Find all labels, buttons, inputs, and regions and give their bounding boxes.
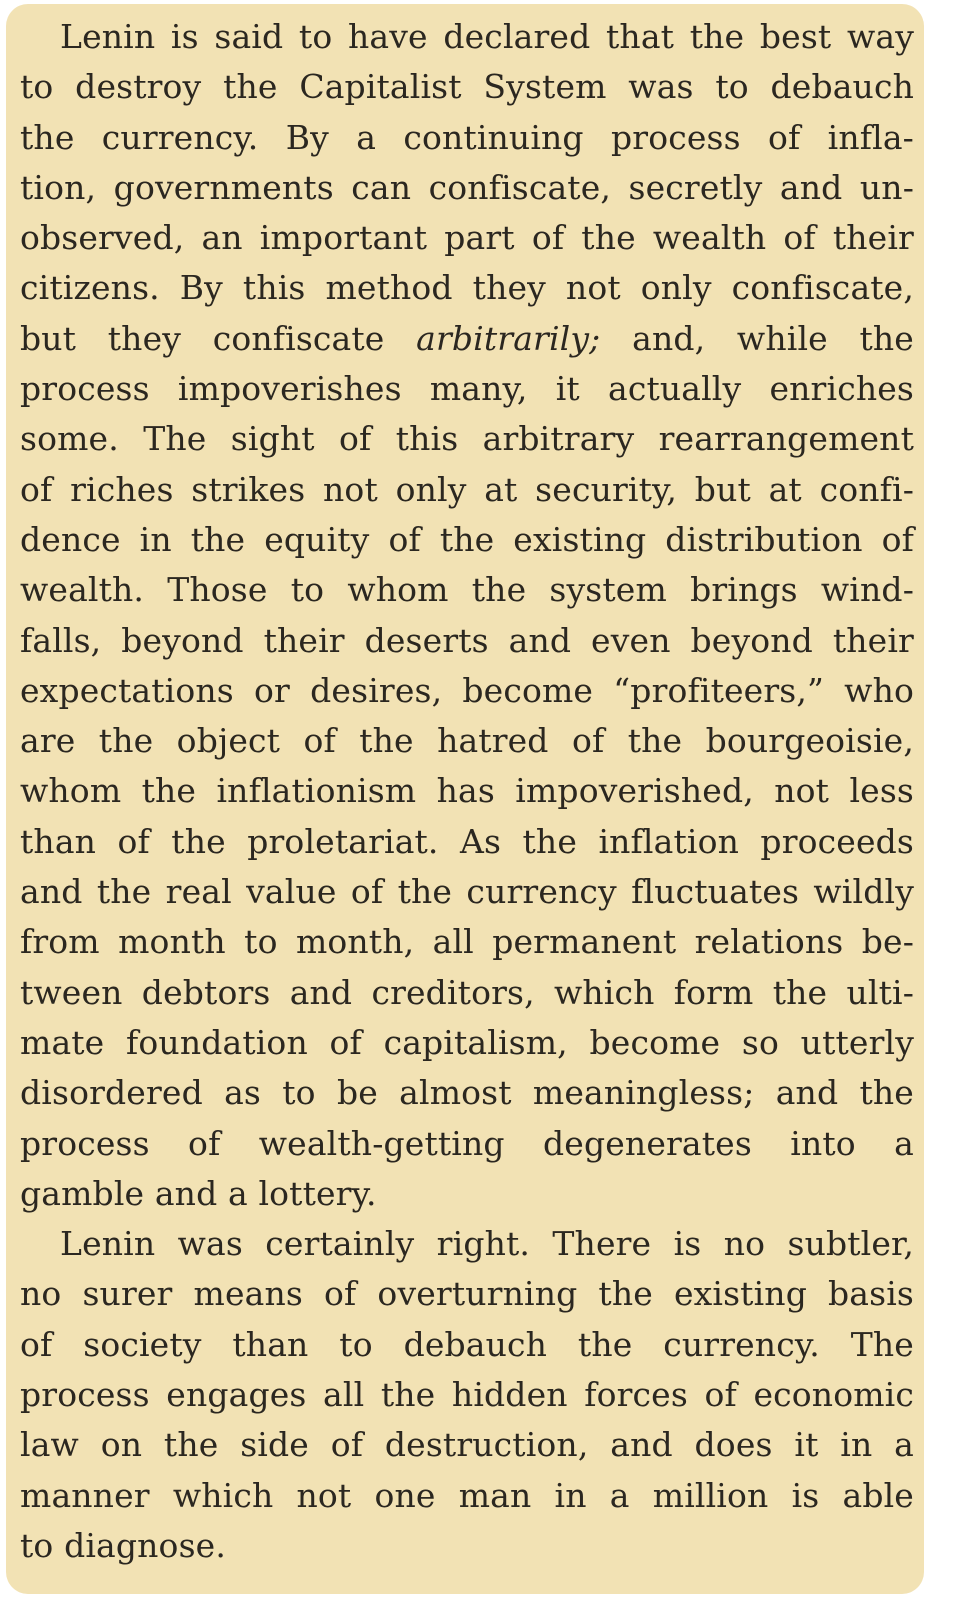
text-line: disordered as to be almost meaningless; and the <box>20 1073 914 1113</box>
text-line: citizens. By this method they not only confiscate, <box>20 268 914 308</box>
text-line: the currency. By a continuing process of infla- <box>20 117 914 157</box>
text-line: from month to month, all permanent relations be- <box>20 922 914 962</box>
text-line: falls, beyond their deserts and even beyond their <box>20 620 914 660</box>
text-segment: but they confiscate <box>20 318 385 358</box>
paragraph-2 <box>20 1219 914 1571</box>
text-line: manner which not one man in a million is able <box>20 1475 914 1515</box>
text-line: process of wealth-getting degenerates into a <box>20 1123 914 1163</box>
body-text <box>20 12 914 1571</box>
text-line: mate foundation of capitalism, become so utterly <box>20 1022 914 1062</box>
italic-word: arbitrarily; <box>416 318 601 358</box>
text-line: wealth. Those to whom the system brings wind- <box>20 570 914 610</box>
text-line: dence in the equity of the existing distribution of <box>20 519 914 559</box>
text-line: no surer means of overturning the existing basis <box>20 1274 914 1314</box>
text-line: Lenin was certainly right. There is no subtler, <box>60 1224 914 1264</box>
text-line: process engages all the hidden forces of economic <box>20 1375 914 1415</box>
text-line: some. The sight of this arbitrary rearrangement <box>20 419 914 459</box>
text-line: tween debtors and creditors, which form the ulti- <box>20 972 914 1012</box>
text-line: expectations or desires, become “profiteers,” who <box>20 670 914 710</box>
text-line: observed, an important part of the wealth of their <box>20 218 914 258</box>
paragraph-1 <box>20 12 914 1219</box>
text-line: than of the proletariat. As the inflation proceeds <box>20 821 914 861</box>
text-line: and the real value of the currency fluctuates wildly <box>20 872 914 912</box>
text-line: to diagnose. <box>20 1525 226 1565</box>
text-line: are the object of the hatred of the bourgeoisie, <box>20 721 914 761</box>
text-segment: and, while the <box>600 318 914 358</box>
text-line: of riches strikes not only at security, but at confi- <box>20 469 914 509</box>
scanned-page <box>6 4 924 1594</box>
text-line: law on the side of destruction, and does it in a <box>20 1425 914 1465</box>
text-line: whom the inflationism has impoverished, not less <box>20 771 914 811</box>
text-line: gamble and a lottery. <box>20 1173 377 1213</box>
text-line: tion, governments can confiscate, secretly and un- <box>20 167 914 207</box>
text-line-with-italic <box>20 314 914 364</box>
text-line: Lenin is said to have declared that the best way <box>60 17 914 56</box>
text-line: to destroy the Capitalist System was to debauch <box>20 67 914 107</box>
text-line: process impoverishes many, it actually enriches <box>20 369 914 409</box>
text-line: of society than to debauch the currency. The <box>20 1324 914 1364</box>
